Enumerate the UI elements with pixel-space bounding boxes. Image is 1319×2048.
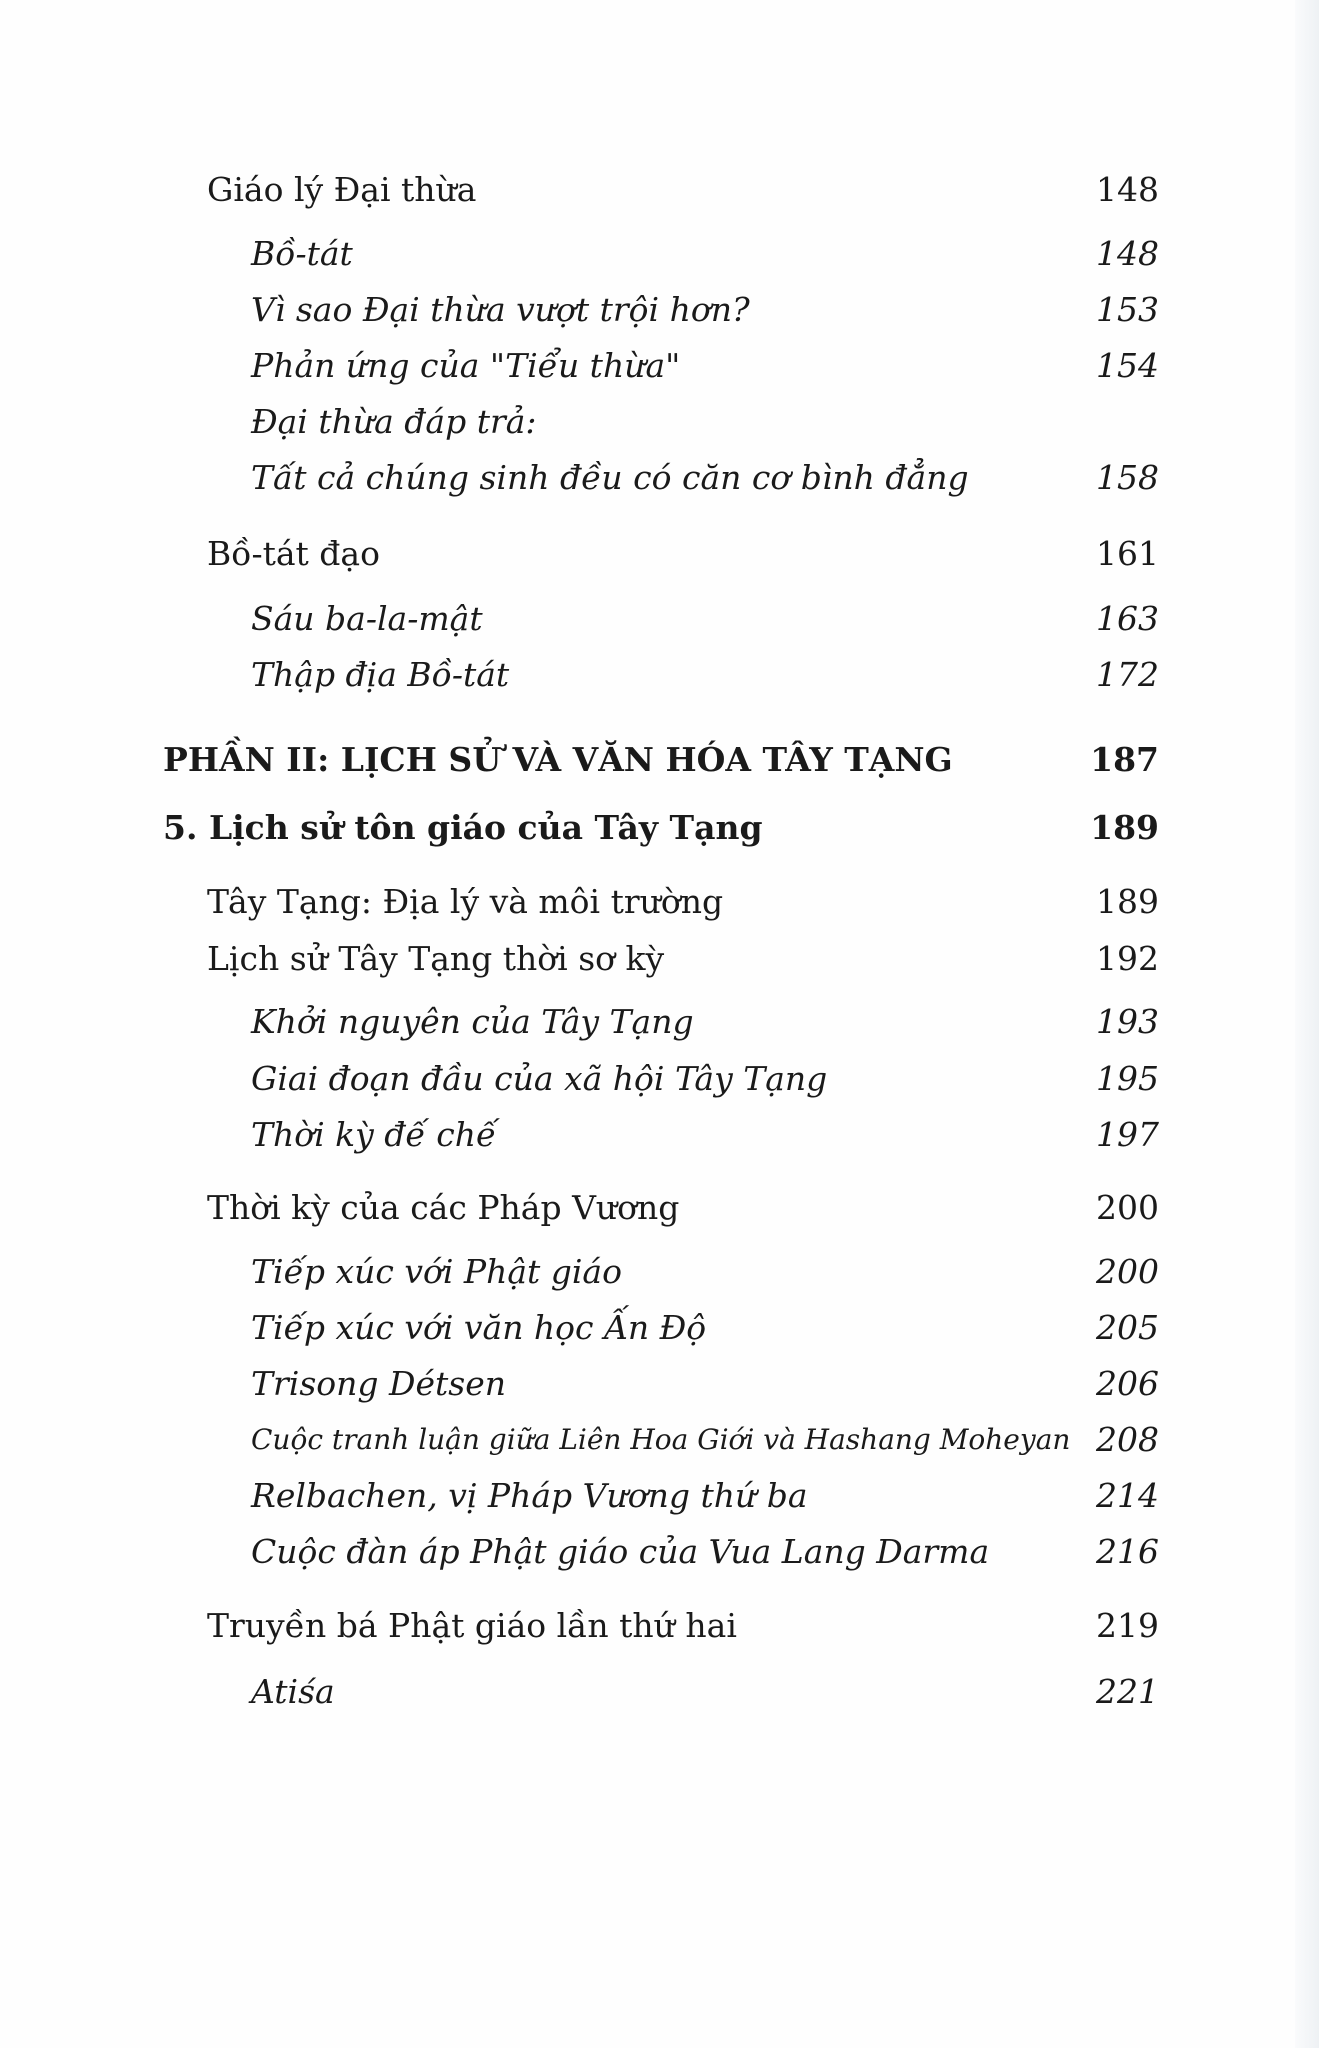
toc-entry: [0, 937, 1319, 993]
toc-entry: [0, 1530, 1319, 1586]
toc-entry-page: 195: [1096, 1059, 1159, 1098]
toc-entry-page: 219: [1096, 1606, 1159, 1645]
toc-entry-title: Tiếp xúc với văn học Ấn Độ: [251, 1308, 707, 1347]
toc-entry-page: 161: [1096, 534, 1159, 573]
toc-entry-title: Truyền bá Phật giáo lần thứ hai: [207, 1606, 737, 1645]
toc-entry-page: 148: [1096, 234, 1159, 273]
toc-entry: [0, 1113, 1319, 1169]
toc-entry: [0, 653, 1319, 709]
toc-entry-page: 205: [1096, 1308, 1159, 1347]
toc-entry: [0, 232, 1319, 288]
toc-part-heading: [0, 738, 1319, 794]
toc-entry-page: 193: [1096, 1002, 1159, 1041]
toc-entry: [0, 1418, 1319, 1474]
toc-entry-title: Giáo lý Đại thừa: [207, 170, 477, 209]
toc-entry-page: 172: [1096, 655, 1159, 694]
toc-entry-title: Sáu ba-la-mật: [251, 599, 483, 638]
toc-entry-title: Thời kỳ đế chế: [251, 1115, 497, 1154]
toc-entry: [0, 168, 1319, 224]
toc-entry-page: 163: [1096, 599, 1159, 638]
toc-entry-page: 192: [1096, 939, 1159, 978]
toc-entry-page: 208: [1096, 1420, 1159, 1459]
toc-entry: [0, 400, 1319, 456]
toc-entry-title: PHẦN II: LỊCH SỬ VÀ VĂN HÓA TÂY TẠNG: [163, 740, 953, 779]
toc-entry-title: Tiếp xúc với Phật giáo: [251, 1252, 622, 1291]
toc-entry: [0, 1306, 1319, 1362]
toc-entry-title: Trisong Détsen: [251, 1364, 506, 1403]
toc-entry-title: Giai đoạn đầu của xã hội Tây Tạng: [251, 1059, 828, 1098]
toc-entry-title: Bồ-tát: [251, 234, 353, 273]
toc-entry-title: Lịch sử Tây Tạng thời sơ kỳ: [207, 939, 665, 978]
toc-entry-title: Phản ứng của "Tiểu thừa": [251, 346, 681, 385]
toc-entry-title: Khởi nguyên của Tây Tạng: [251, 1002, 694, 1041]
toc-entry-page: 153: [1096, 290, 1159, 329]
toc-entry-page: 216: [1096, 1532, 1159, 1571]
toc-entry-title: Thập địa Bồ-tát: [251, 655, 510, 694]
toc-entry-page: 214: [1096, 1476, 1159, 1515]
toc-entry-title: Atiśa: [251, 1672, 335, 1711]
toc-entry-title: Cuộc đàn áp Phật giáo của Vua Lang Darma: [251, 1532, 990, 1571]
toc-entry-title: Thời kỳ của các Pháp Vương: [207, 1188, 680, 1227]
toc-entry-page: 189: [1096, 882, 1159, 921]
toc-entry-page: 221: [1096, 1672, 1159, 1711]
toc-entry: [0, 1000, 1319, 1056]
toc-entry-title: Relbachen, vị Pháp Vương thứ ba: [251, 1476, 808, 1515]
toc-entry: [0, 1250, 1319, 1306]
toc-entry-page: 154: [1096, 346, 1159, 385]
toc-entry-page: 197: [1096, 1115, 1159, 1154]
toc-entry: [0, 1670, 1319, 1726]
toc-entry: [0, 1186, 1319, 1242]
toc-entry: [0, 1362, 1319, 1418]
toc-entry-title: Vì sao Đại thừa vượt trội hơn?: [251, 290, 750, 329]
toc-entry-title: Bồ-tát đạo: [207, 534, 380, 573]
toc-chapter-heading: [0, 806, 1319, 862]
toc-entry: [0, 597, 1319, 653]
toc-entry: [0, 880, 1319, 936]
toc-entry: [0, 288, 1319, 344]
toc-entry-title: Tây Tạng: Địa lý và môi trường: [207, 882, 724, 921]
toc-entry: [0, 344, 1319, 400]
toc-entry-page: 200: [1096, 1252, 1159, 1291]
toc-entry: [0, 1057, 1319, 1113]
toc-entry: [0, 532, 1319, 588]
toc-entry-page: 189: [1090, 808, 1159, 847]
toc-entry: [0, 1604, 1319, 1660]
toc-entry-page: 187: [1090, 740, 1159, 779]
toc-entry-page: 200: [1096, 1188, 1159, 1227]
toc-entry-title: Cuộc tranh luận giữa Liên Hoa Giới và Hashang Moheyan: [251, 1423, 1071, 1456]
toc-entry-title: Đại thừa đáp trả:: [251, 402, 537, 441]
toc-entry-page: 206: [1096, 1364, 1159, 1403]
toc-entry-title: 5. Lịch sử tôn giáo của Tây Tạng: [163, 808, 763, 847]
toc-entry: [0, 1474, 1319, 1530]
toc-entry-page: 148: [1096, 170, 1159, 209]
toc-entry: [0, 456, 1319, 512]
toc-entry-page: 158: [1096, 458, 1159, 497]
toc-entry-title: Tất cả chúng sinh đều có căn cơ bình đẳng: [251, 458, 969, 497]
